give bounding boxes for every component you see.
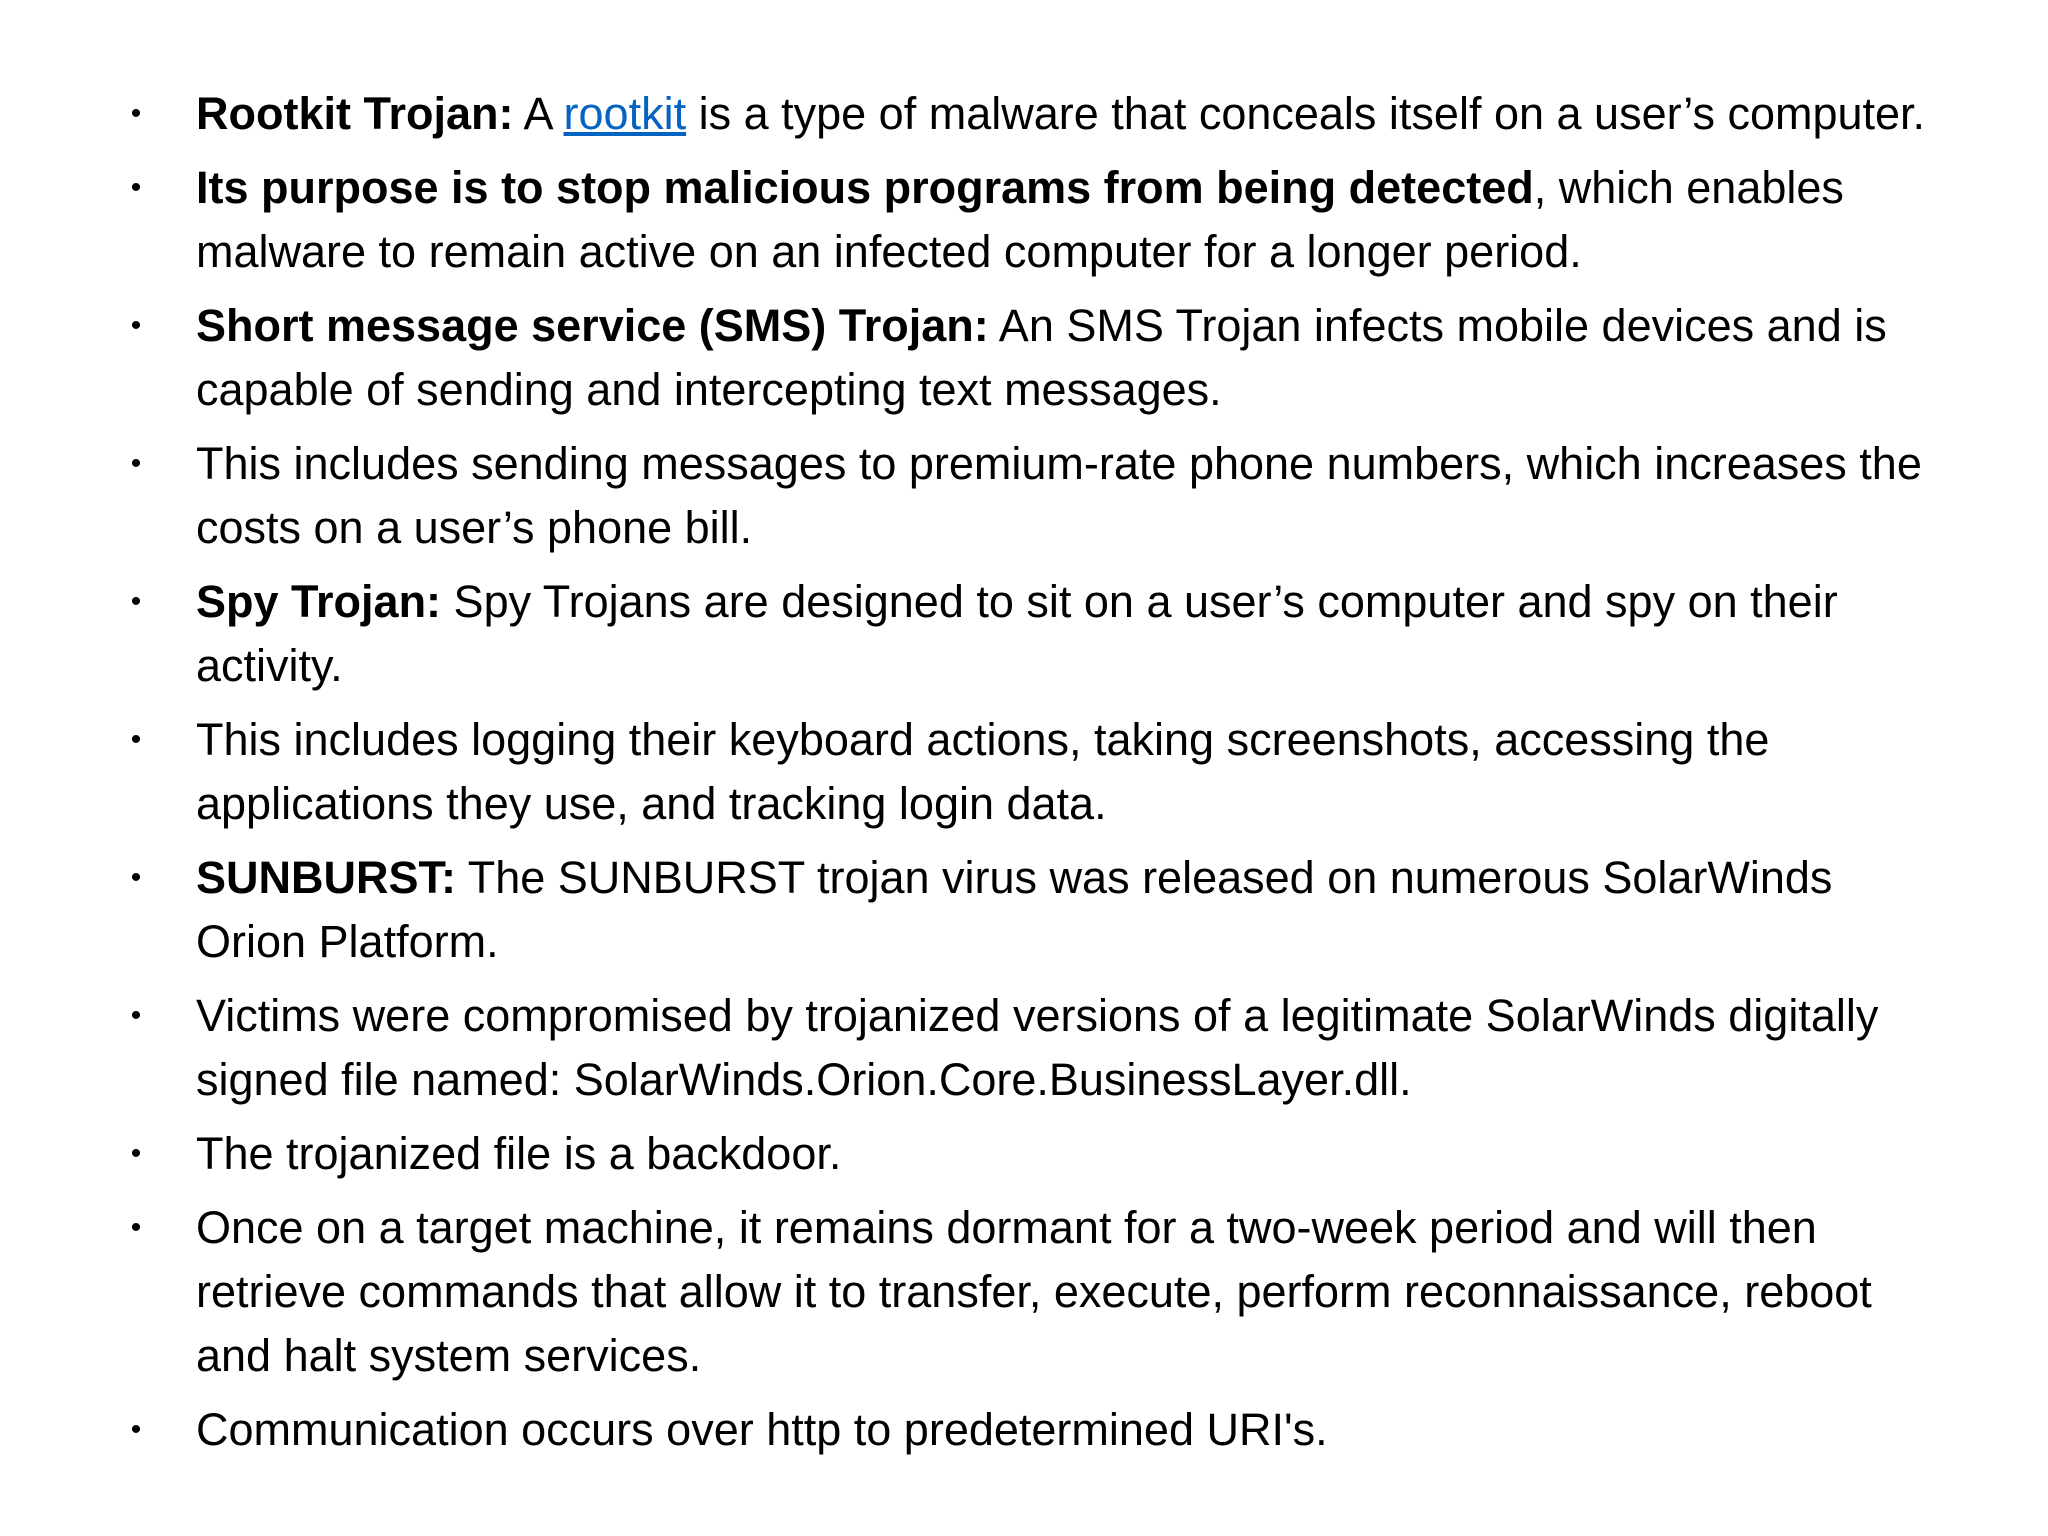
bullet-item-spy-trojan	[122, 570, 1952, 698]
bullet-text-segment: The SUNBURST trojan virus was released on numerous SolarWinds Orion Platform.	[196, 852, 1833, 967]
bullet-icon: •	[130, 97, 142, 130]
bullet-icon: •	[130, 1211, 142, 1244]
bullet-text-segment: is a type of malware that conceals itself on a user’s computer.	[686, 88, 1926, 139]
bullet-icon: •	[130, 1137, 142, 1170]
bullet-text	[196, 294, 1952, 422]
bullet-text-segment: An SMS Trojan infects mobile devices and is capable of sending and intercepting text messages.	[196, 300, 1887, 415]
bullet-item-sunburst-communication	[122, 1398, 1952, 1462]
bullet-text	[196, 570, 1952, 698]
bullet-icon: •	[130, 447, 142, 480]
bullet-icon: •	[130, 171, 142, 204]
bullet-item-rootkit-purpose	[122, 156, 1952, 284]
bullet-bold-term: Short message service (SMS) Trojan:	[196, 300, 989, 351]
bullet-icon: •	[130, 1413, 142, 1446]
bullet-item-sunburst-backdoor	[122, 1122, 1952, 1186]
bullet-icon: •	[130, 861, 142, 894]
bullet-text: The trojanized file is a backdoor.	[196, 1128, 842, 1179]
bullet-icon: •	[130, 585, 142, 618]
bullet-text: Communication occurs over http to predetermined URI's.	[196, 1404, 1328, 1455]
bullet-text	[196, 82, 1952, 146]
bullet-list	[122, 82, 1952, 1472]
bullet-text: Once on a target machine, it remains dormant for a two-week period and will then retrieve commands that allow it to transfer, execute, perform reconnaissance, reboot and halt system services.	[196, 1202, 1872, 1381]
bullet-text: This includes logging their keyboard actions, taking screenshots, accessing the applications they use, and tracking login data.	[196, 714, 1770, 829]
bullet-text: Victims were compromised by trojanized versions of a legitimate SolarWinds digitally signed file named: SolarWinds.Orion.Core.BusinessLayer.dll.	[196, 990, 1879, 1105]
bullet-text: This includes sending messages to premium-rate phone numbers, which increases the costs on a user’s phone bill.	[196, 438, 1922, 553]
bullet-text	[196, 156, 1952, 284]
bullet-bold-term: Spy Trojan:	[196, 576, 442, 627]
rootkit-link[interactable]: rootkit	[563, 88, 687, 139]
bullet-icon: •	[130, 723, 142, 756]
bullet-item-rootkit-trojan	[122, 82, 1952, 146]
bullet-text-segment: Spy Trojans are designed to sit on a user’s computer and spy on their activity.	[196, 576, 1838, 691]
bullet-bold-term: Its purpose is to stop malicious programs from being detected	[196, 162, 1534, 213]
bullet-item-sms-trojan	[122, 294, 1952, 422]
bullet-item-sunburst-dormant	[122, 1196, 1952, 1388]
bullet-bold-term: Rootkit Trojan:	[196, 88, 514, 139]
bullet-text-segment: A	[513, 88, 564, 139]
bullet-item-spy-details	[122, 708, 1952, 836]
bullet-text-segment: , which enables malware to remain active on an infected computer for a longer period.	[196, 162, 1844, 277]
bullet-item-sunburst-victims	[122, 984, 1952, 1112]
bullet-item-sunburst	[122, 846, 1952, 974]
bullet-icon: •	[130, 999, 142, 1032]
bullet-text	[196, 846, 1952, 974]
bullet-bold-term: SUNBURST:	[196, 852, 457, 903]
bullet-icon: •	[130, 309, 142, 342]
bullet-item-sms-details	[122, 432, 1952, 560]
